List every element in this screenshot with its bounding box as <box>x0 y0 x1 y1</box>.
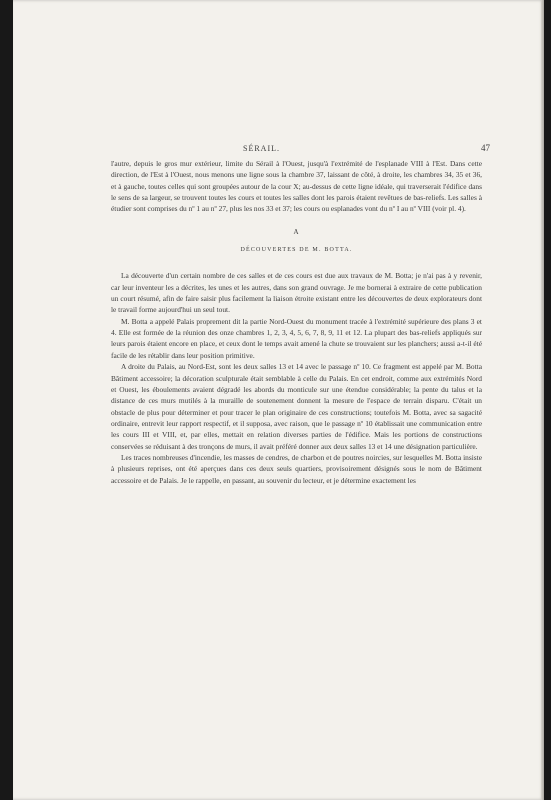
intro-paragraph: l'autre, depuis le gros mur extérieur, limite du Sérail à l'Ouest, jusqu'à l'extrémité de l'esplanade VIII à l'Est. Dans cette direction, de l'Est à l'Ouest, nous menons une ligne sous la chambre 37, laissant de côté, à droite, les chambres 34, 35 et 36, et à gauche, toutes celles qui sont groupées autour de la cour X; au-dessus de cette ligne idéale, qui traverserait l'édifice dans le sens de sa largeur, se trouvent toutes les cours et toutes les salles dont les parois étaient revêtues de bas-reliefs. Les salles à étudier sont comprises du nº 1 au nº 27, plus les nos 33 et 37; les cours ou esplanades vont du nº I au nº VIII (voir pl. 4). <box>111 159 482 214</box>
section-letter: A <box>293 227 300 236</box>
page-number: 47 <box>481 143 490 153</box>
body-text <box>111 158 482 486</box>
page-edge <box>541 0 544 800</box>
section-title: DÉCOUVERTES DE M. BOTTA. <box>240 247 353 254</box>
paragraph: A droite du Palais, au Nord-Est, sont les deux salles 13 et 14 avec le passage nº 10. Ce fragment est appelé par M. Botta Bâtiment accessoire; la décoration sculpturale était semblable à celle du Palais. En cet endroit, comme aux extrémités Nord et Ouest, les éboulements avaient dégradé les abords du monticule sur une étendue considérable; la pente du talus et la distance de ces murs mutilés à la muraille de soutenement donnent la mesure de l'espace de terrain disparu. C'était un obstacle de plus pour déterminer et pour tracer le plan originaire de ces constructions; toutefois M. Botta, avec sa sagacité ordinaire, entrevit leur rapport respectif, et il supposa, avec raison, que le passage nº 10 établissait une communication entre les cours III et VIII, et, par elles, mettait en relation diverses parties de l'édifice. Mais les portions de constructions conservées se réduisant à des tronçons de murs, il avait préféré donner aux deux salles 13 et 14 une désignation particulière. <box>111 362 482 451</box>
paragraph: La découverte d'un certain nombre de ces salles et de ces cours est due aux travaux de M. Botta; je n'ai pas à y revenir, car leur inventeur les a décrites, les unes et les autres, dans son grand ouvrage. Je me bornerai à extraire de cette publication un court résumé, afin de faire saisir plus facilement la liaison étroite existant entre les découvertes de deux explorateurs dont le travail forme aujourd'hui un seul tout. <box>111 271 482 315</box>
paragraph: Les traces nombreuses d'incendie, les masses de cendres, de charbon et de poutres noircies, sur lesquelles M. Botta insiste à plusieurs reprises, ont été aperçues dans ces deux seuls quartiers, provisoirement désignés sous le nom de Bâtiment accessoire et de Palais. Je le rappelle, en passant, au souvenir du lecteur, et je détermine exactement les <box>111 452 482 485</box>
page-header <box>13 144 544 158</box>
book-page <box>13 0 544 800</box>
running-title: SÉRAIL. <box>243 144 280 153</box>
paragraph: M. Botta a appelé Palais proprement dit la partie Nord-Ouest du monument tracée à l'extrémité supérieure des plans 3 et 4. Elle est formée de la réunion des onze chambres 1, 2, 3, 4, 5, 6, 7, 8, 9, 11 et 12. La plupart des bas-reliefs appliqués sur leurs parois étaient encore en place, et ceux dont le temps avait amené la chute se trouvaient sur les planchers; aussi a-t-il été facile de les rétablir dans leur position primitive. <box>111 316 482 360</box>
